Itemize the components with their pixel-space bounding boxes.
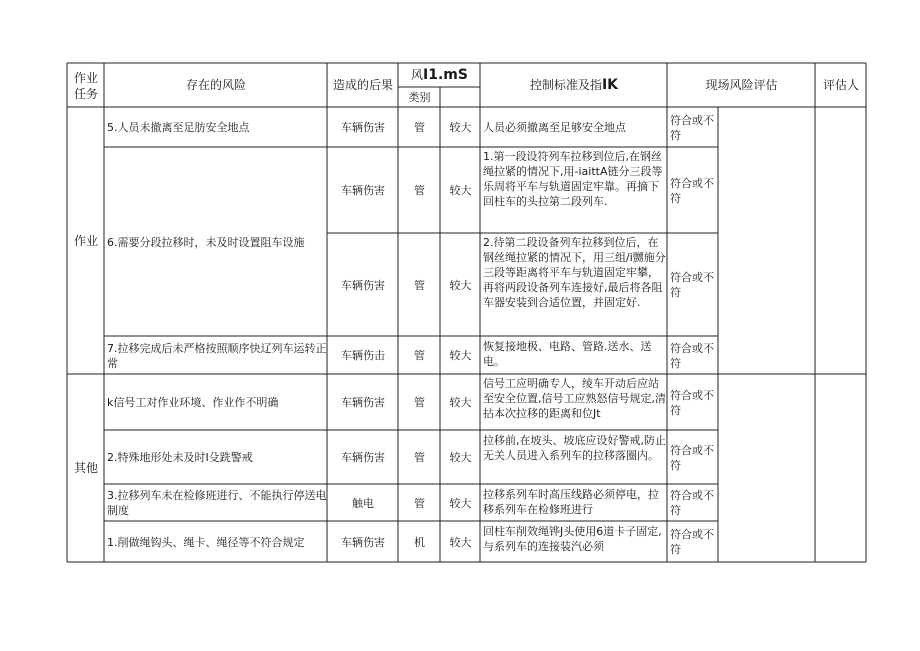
risk-cell: 2.特殊地形处未及时I殳跣警戒 <box>107 451 253 464</box>
consequence-cell: 车辆伤害 <box>341 184 385 197</box>
control-cell: 人员必须撤离至足够安全地点 <box>483 121 626 134</box>
category-cell: 管 <box>414 121 425 134</box>
consequence-cell: 车辆伤害 <box>341 278 385 292</box>
consequence-cell: 车辆伤害 <box>341 451 385 464</box>
control-cell: 信号工应明确专人，绫车开动后应站至安全位置,信号工应熟怒信号规定,清拈本次拉移的距离和位Jt <box>483 377 666 420</box>
level-cell: 较大 <box>449 184 472 197</box>
risk-cell: 6.需要分段拉移时，未及时设置阻车设施 <box>107 235 305 249</box>
level-cell: 较大 <box>449 278 472 292</box>
assessment-cell: 符合或不符 <box>670 113 714 142</box>
consequence-cell: 车辆伤害 <box>341 535 385 549</box>
risk-cell: 3.拉移列车未在检修班进行、不能执行停送电制度 <box>107 489 327 517</box>
header-control <box>481 64 667 107</box>
assessment-cell: 符合或不符 <box>670 489 714 517</box>
category-cell: 机 <box>414 535 425 549</box>
level-cell: 较大 <box>449 396 472 409</box>
assessment-cell: 符合或不符 <box>670 341 714 370</box>
category-cell: 管 <box>414 396 425 409</box>
header-consequence: 造成的后果 <box>332 78 393 92</box>
assessment-cell: 符合或不符 <box>670 388 714 417</box>
header-risk: 存在的风险 <box>185 78 246 92</box>
control-cell: 恢复接地极、电路、管路.送水、送电。 <box>483 340 652 368</box>
level-cell: 较大 <box>449 496 472 510</box>
header-category: 类别 <box>408 91 431 104</box>
level-cell: 较大 <box>449 535 472 549</box>
header-risk-level-garbled: I1.mS <box>423 67 468 83</box>
consequence-cell: 车辆伤害 <box>341 121 385 134</box>
risk-cell: 7.拉移完成后未严格按照顺序快辽列车运转正常 <box>107 341 327 370</box>
header-assessment: 现场风险评估 <box>705 78 778 92</box>
level-cell: 较大 <box>449 349 472 362</box>
header-risk-level <box>399 64 480 87</box>
control-cell: 拉移系列车时高压线路必须停电，拉移系列车在检修班进行 <box>483 488 659 516</box>
consequence-cell: 车辆伤害 <box>341 396 385 409</box>
category-cell: 管 <box>414 496 425 510</box>
category-cell: 管 <box>414 349 425 362</box>
assessment-cell: 符合或不符 <box>670 528 714 556</box>
header-assessor: 评估人 <box>822 78 859 92</box>
assessment-cell: 符合或不符 <box>670 443 714 472</box>
group-label-other: 其他 <box>73 461 98 475</box>
group-label-work: 作业 <box>73 233 98 248</box>
risk-cell: 1.削做绳钩头、绳卡、绳径等不符合规定 <box>107 535 305 549</box>
header-risk-level-prefix: 风 <box>411 68 424 82</box>
control-cell: 回柱车削效绳铧J头使用6道卡子固定,与系列车的连接装汽必须 <box>483 525 662 553</box>
header-task: 作业任务 <box>73 70 98 101</box>
control-cell: 2.待第二段设备列车拉移到位后，在钢丝绳拉紧的情况下，用三组/i嬲施分三段等距离将平车与轨道固定牢攀，再将两段设备列车连接好,最后将各阻车器安装到合适位置，并固定好. <box>483 236 666 309</box>
risk-cell: k信号工对作业环境、作业作不明确 <box>107 396 279 409</box>
level-cell: 较大 <box>449 121 472 134</box>
consequence-cell: 触电 <box>352 496 374 510</box>
category-cell: 管 <box>414 278 425 292</box>
assessment-cell: 符合或不符 <box>670 271 714 299</box>
assessment-cell: 符合或不符 <box>670 176 714 205</box>
consequence-cell: 车辆伤击 <box>341 349 385 362</box>
level-cell: 较大 <box>449 451 472 464</box>
header-control-garbled: IK <box>601 77 619 93</box>
category-cell: 管 <box>414 451 425 464</box>
category-cell: 管 <box>414 184 425 197</box>
control-cell: 1.第一段设符列车拉移到位后,在钢丝绳拉紧的情况下,用-iaittA链分三段等乐周将平车与轨道固定牢靠。再摘下回柱车的头拉第二段列车. <box>483 150 663 208</box>
control-cell: 拉移前,在坡头、坡底应设好警戒,防止无关人员进入系列车的拉移落圈内。 <box>483 434 666 462</box>
header-control-prefix: 控制标准及指 <box>529 78 602 92</box>
risk-cell: 5.人员未撤离至足肪安全地点 <box>107 121 250 134</box>
